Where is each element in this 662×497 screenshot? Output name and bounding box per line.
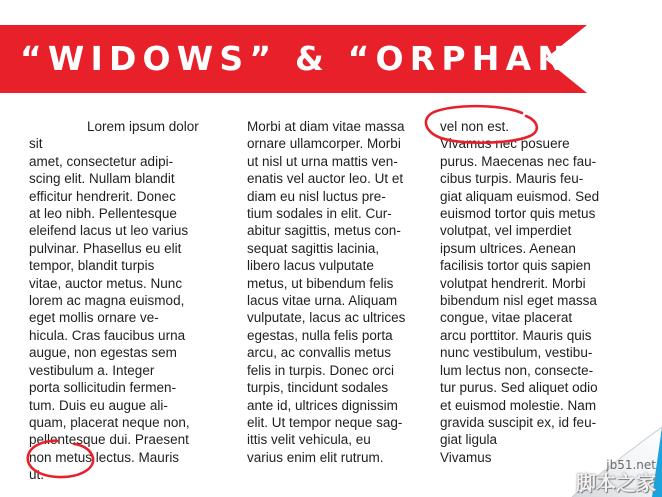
banner-title: “WIDOWS” & “ORPHANS” bbox=[20, 39, 629, 78]
watermark-name: 脚本之家 bbox=[576, 471, 656, 495]
watermark bbox=[576, 459, 656, 493]
text-column-3: vel non est. Vivamus nec posuere purus. Maecenas nec fau- cibus turpis. Mauris feu- giat aliquam euismod. Sed euismod tortor quis metus volutpat, vel imperdiet ipsum ultrices. Aenean facilisis tortor quis sapien volutpat hendrerit. Morbi bibendum nisl eget massa congue, vitae placerat arcu porttitor. Mauris quis nunc vestibulum, vestibu- lum lectus non, consecte- tur purus. Sed aliquet odio et euismod molestie. Nam gravida suscipit ex, id feu- giat ligula Vivamus bbox=[440, 119, 600, 465]
watermark-url: jb51.net bbox=[606, 458, 656, 472]
text-column-1: Lorem ipsum dolor sit amet, consectetur adipi- scing elit. Nullam blandit efficitur hendrerit. Donec at leo nibh. Pellentesque eleifend lacus ut leo varius pulvinar. Phasellus eu elit tempor, blandit turpis vitae, auctor metus. Nunc lorem ac magna euismod, eget mollis ornare ve- hicula. Cras faucibus urna augue, non egestas sem vestibulum a. Integer porta sollicitudin fermen- tum. Duis eu augue ali- quam, placerat neque non, pellentesque dui. Praesent non metus lectus. Mauris ut. bbox=[29, 119, 199, 483]
title-banner bbox=[0, 25, 629, 93]
text-column-2: Morbi at diam vitae massa ornare ullamcorper. Morbi ut nisl ut urna mattis ven- enatis vel auctor leo. Ut et diam eu nisl luctus pre- tium sodales in elit. Cur- abitur sagittis, metus con- sequat sagittis lacinia, libero lacus vulputate metus, ut bibendum felis lacus vitae urna. Aliquam vulputate, lacus ac ultrices egestas, nulla felis porta arcu, ac convallis metus felis in turpis. Donec orci turpis, tincidunt sodales ante id, ultrices dignissim elit. Ut tempor neque sag- ittis velit vehicula, eu varius enim elit rutrum. bbox=[247, 119, 406, 465]
